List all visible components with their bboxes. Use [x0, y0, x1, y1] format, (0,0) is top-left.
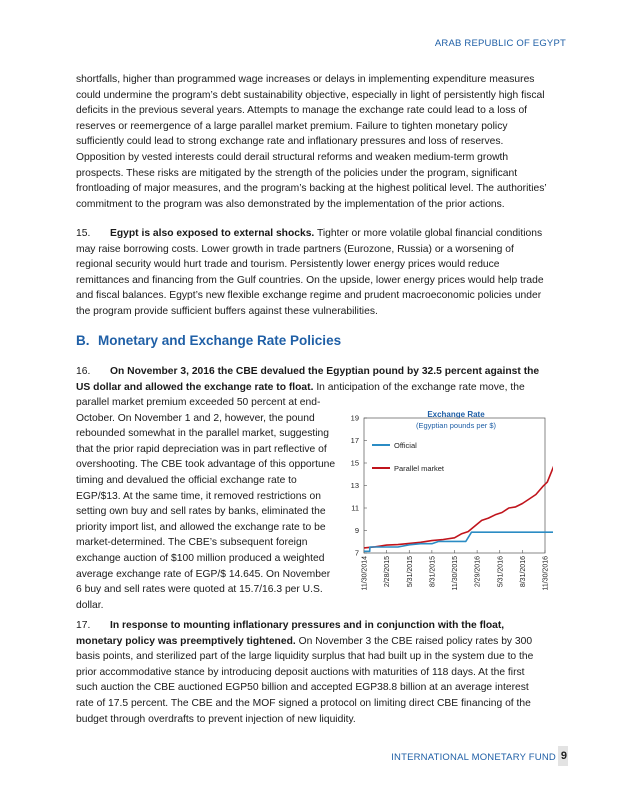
paragraph-lead: On November 3, 2016 the CBE devalued the Egyptian pound by 32.5 percent against the US dollar and allowed the exchange rate to float. [76, 366, 540, 393]
y-tick-label: 7 [354, 548, 359, 558]
series-line-official [364, 435, 553, 551]
y-tick-label: 9 [354, 526, 359, 535]
paragraph-17 [76, 618, 548, 727]
x-tick-label: 5/31/2015 [406, 556, 414, 588]
chart-subtitle: (Egyptian pounds per $) [415, 421, 497, 430]
chart-title: Exchange Rate [427, 410, 485, 419]
x-tick-label: 11/30/2016 [542, 556, 550, 591]
paragraph-intro: shortfalls, higher than programmed wage increases or delays in implementing expenditure measures could undermine the program’s debt sustainability objective, especially in light of persistently high fiscal deficits in the previous several years. Attempts to manage the exchange rate could lead to a loss of reserves or reemergence of a large parallel market premium. Failure to tighten monetary policy sufficiently could lead to strong exchange rate and inflationary pressures and loss of reserves. Opposition by vested interests could derail structural reforms and weaken medium-term growth prospects. These risks are mitigated by the strength of the policies under the program, significant frontloading of major measures, and the program’s backing at the highest political level. The authorities’ commitment to the program was also demonstrated by the implementation of the prior actions. [76, 74, 547, 210]
paragraph-lead: Egypt is also exposed to external shocks. [110, 228, 315, 239]
paragraph-15 [76, 226, 548, 320]
chart-legend [372, 441, 445, 473]
paragraph-16-body: parallel market premium exceeded 50 percent at end-October. On November 1 and 2, however, the pound rebounded somewhat in the parallel market, suggesting that the prior rapid depreciation was in part reflective of overshooting. The CBE took advantage of this opportune timing and devalued the official exchange rate to EGP/$13. At the same time, it removed restrictions on setting own buy and sell rates by banks, eliminated the priority import list, and allowed the exchange rate to be market-determined. The CBE’s subsequent foreign exchange auction of $100 million produced a weighted average exchange rate of EGP/$ 14.645. On November 6 buy and sell rates were quoted at 15.7/16.3 per U.S. dollar. [76, 397, 336, 611]
x-tick-label: 8/31/2016 [519, 556, 527, 588]
x-tick-label: 8/31/2015 [429, 556, 437, 588]
section-heading [76, 333, 341, 348]
paragraph-body: In anticipation of the exchange rate move, the [313, 381, 525, 393]
paragraph-body: Tighter or more volatile global financial conditions may raise borrowing costs. Lower growth in trade partners (Eurozone, Russia) or a worsening of regional security would hurt trade and tourism. Persistently lower energy prices would reduce remittances and financing from the Gulf countries. On the upside, lower energy prices would help trade and fiscal balances. Egypt’s new flexible exchange regime and prudent macroeconomic policies under the program provide sufficient buffers against these vulnerabilities. [76, 228, 544, 317]
x-tick-label: 2/28/2015 [384, 556, 392, 588]
paragraph-number: 17. [76, 620, 91, 631]
paragraph-number: 15. [76, 228, 91, 239]
x-tick-label: 5/31/2016 [497, 556, 505, 588]
paragraph-body: On November 3 the CBE raised policy rates by 300 basis points, and sterilized part of the large liquidity surplus that had built up in the system due to the prior accommodative stance by introducing deposit auctions with maturities of 118 days. At the first such auction the CBE auctioned EGP50 billion and accepted EGP38.8 billion at an average interest rate of 17.5 percent. The CBE and the MOF signed a protocol on limiting direct CBE financing of the budget through overdrafts to prevent injection of new liquidity. [76, 635, 534, 725]
section-title: Monetary and Exchange Rate Policies [98, 333, 342, 348]
x-tick-label: 11/30/2015 [452, 556, 459, 591]
y-tick-label: 11 [351, 503, 359, 513]
y-tick-label: 17 [350, 436, 359, 445]
running-header: ARAB REPUBLIC OF EGYPT [434, 38, 566, 49]
legend-label-parallel: Parallel market [394, 464, 445, 473]
page-number: 9 [560, 750, 567, 762]
y-tick-label: 15 [350, 458, 359, 468]
legend-label-official: Official [394, 441, 417, 450]
x-tick-label: 2/29/2016 [474, 556, 482, 588]
paragraph-lead: In response to mounting inflationary pressures and in conjunction with the float, monetary policy was preemptively tightened. [76, 620, 505, 647]
series-line-parallel [364, 424, 553, 548]
section-letter: B. [76, 333, 90, 348]
paragraph-number: 16. [76, 366, 91, 377]
exchange-rate-chart [338, 405, 553, 605]
x-tick-label: 11/30/2014 [361, 556, 369, 591]
paragraph-16-lead [76, 364, 548, 395]
y-tick-label: 19 [350, 413, 359, 423]
y-tick-label: 13 [350, 481, 359, 490]
running-footer: INTERNATIONAL MONETARY FUND [391, 752, 556, 763]
